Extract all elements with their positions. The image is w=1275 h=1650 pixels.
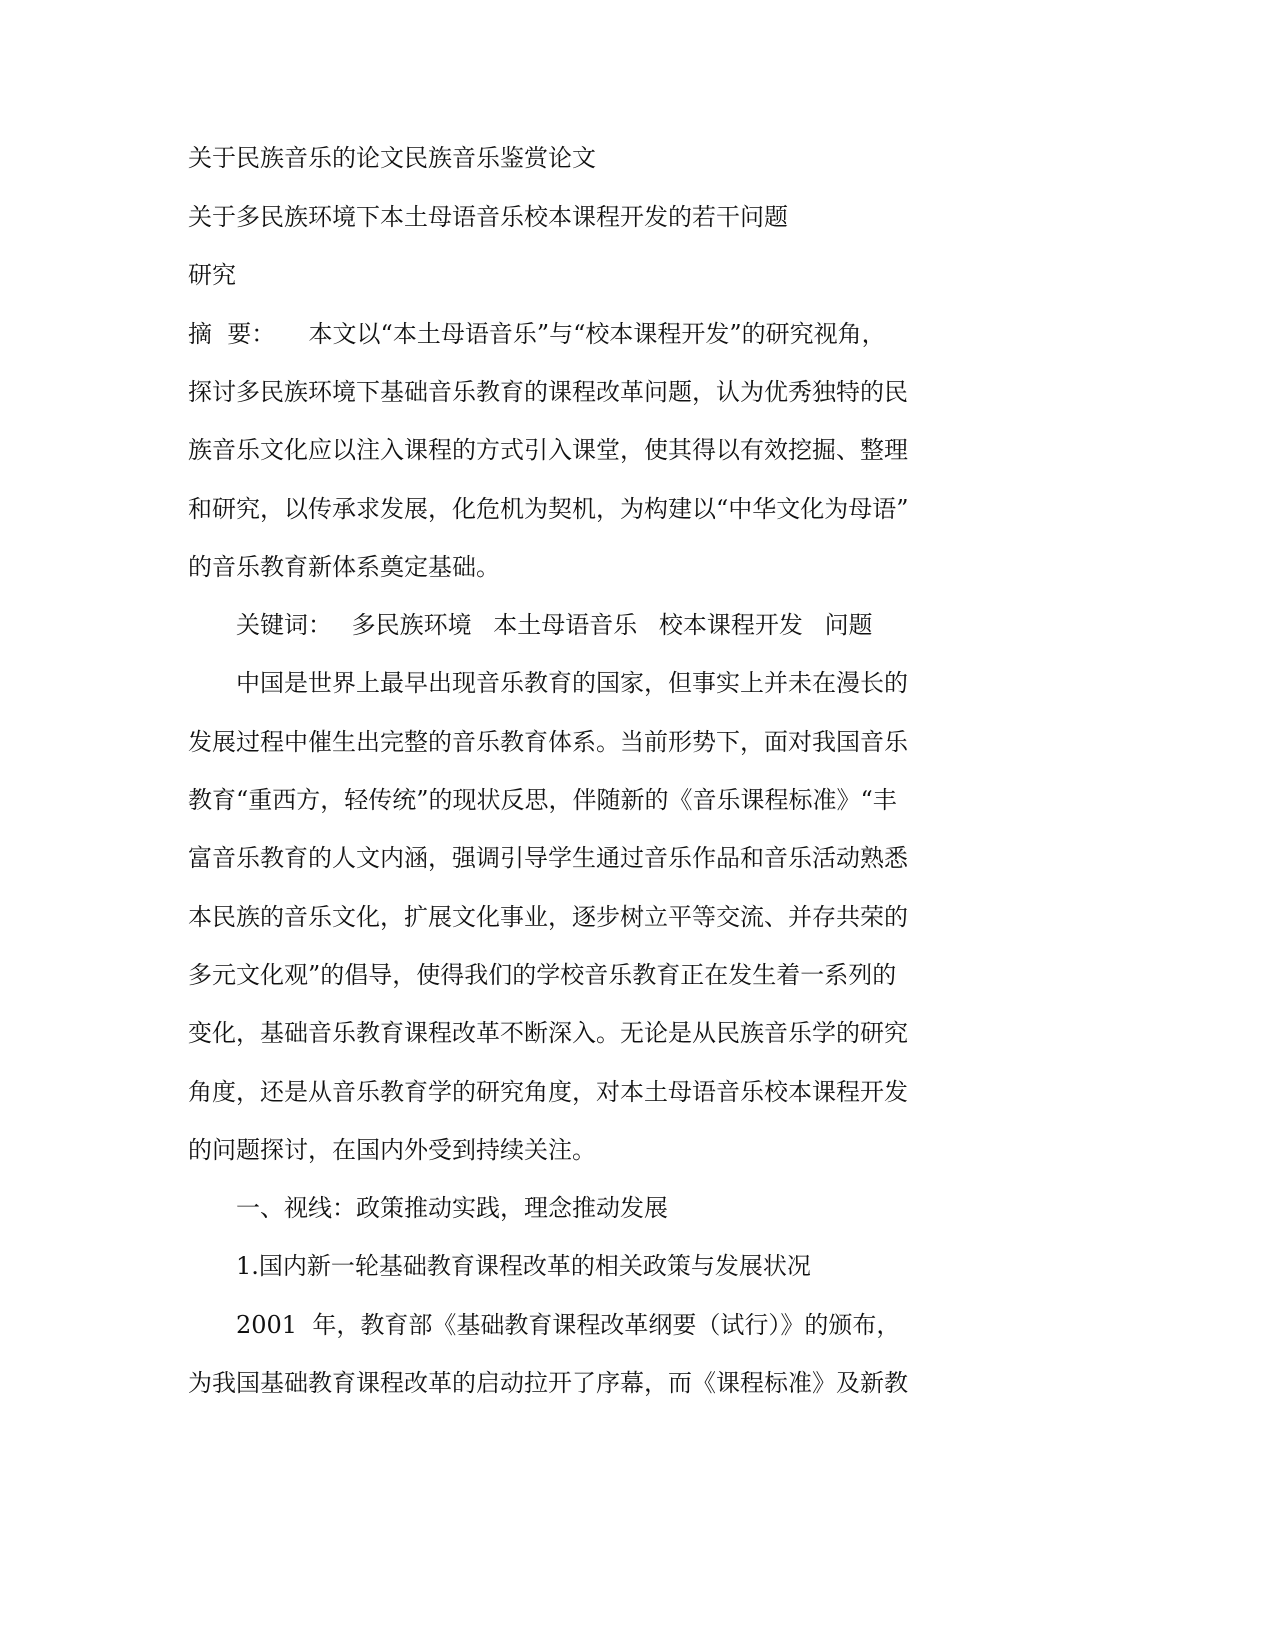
paper-title-line-1: 关于多民族环境下本土母语音乐校本课程开发的若干问题 — [188, 203, 788, 231]
intro-paragraph-line: 富音乐教育的人文内涵，强调引导学生通过音乐作品和音乐活动熟悉 — [188, 844, 908, 872]
keywords-line — [236, 610, 873, 640]
abstract-text-line: 的音乐教育新体系奠定基础。 — [188, 553, 500, 581]
subsection-heading: 1.国内新一轮基础教育课程改革的相关政策与发展状况 — [236, 1252, 811, 1280]
intro-paragraph-line: 发展过程中催生出完整的音乐教育体系。当前形势下，面对我国音乐 — [188, 728, 908, 756]
abstract-text-line: 和研究，以传承求发展，化危机为契机，为构建以“中华文化为母语” — [188, 495, 909, 523]
intro-paragraph-line: 本民族的音乐文化，扩展文化事业，逐步树立平等交流、并存共荣的 — [188, 903, 908, 931]
keyword-item: 本土母语音乐 — [493, 611, 638, 639]
intro-paragraph-line: 多元文化观”的倡导，使得我们的学校音乐教育正在发生着一系列的 — [188, 961, 897, 989]
keywords-label: 关键词： — [236, 611, 332, 639]
abstract-text-line: 族音乐文化应以注入课程的方式引入课堂，使其得以有效挖掘、整理 — [188, 436, 908, 464]
intro-paragraph-line: 中国是世界上最早出现音乐教育的国家，但事实上并未在漫长的 — [236, 669, 908, 697]
abstract-label: 摘 要： — [188, 320, 276, 348]
keyword-item: 多民族环境 — [351, 611, 472, 639]
section-heading: 一、视线：政策推动实践，理念推动发展 — [236, 1194, 668, 1222]
intro-paragraph-line: 教育“重西方，轻传统”的现状反思，伴随新的《音乐课程标准》“丰 — [188, 786, 897, 814]
body-paragraph-line: 为我国基础教育课程改革的启动拉开了序幕，而《课程标准》及新教 — [188, 1369, 908, 1397]
abstract-text-line: 本文以“本土母语音乐”与“校本课程开发”的研究视角， — [308, 320, 886, 348]
intro-paragraph-line: 的问题探讨，在国内外受到持续关注。 — [188, 1136, 596, 1164]
body-paragraph-line: 2001 年，教育部《基础教育课程改革纲要（试行）》的颁布， — [236, 1311, 901, 1339]
abstract-first-line — [188, 319, 886, 349]
document-title: 关于民族音乐的论文民族音乐鉴赏论文 — [188, 144, 596, 172]
paper-title-line-2: 研究 — [188, 261, 236, 289]
intro-paragraph-line: 角度，还是从音乐教育学的研究角度，对本土母语音乐校本课程开发 — [188, 1078, 908, 1106]
abstract-text-line: 探讨多民族环境下基础音乐教育的课程改革问题，认为优秀独特的民 — [188, 378, 908, 406]
keyword-item: 校本课程开发 — [658, 611, 803, 639]
keyword-item: 问题 — [824, 611, 873, 639]
intro-paragraph-line: 变化，基础音乐教育课程改革不断深入。无论是从民族音乐学的研究 — [188, 1019, 908, 1047]
